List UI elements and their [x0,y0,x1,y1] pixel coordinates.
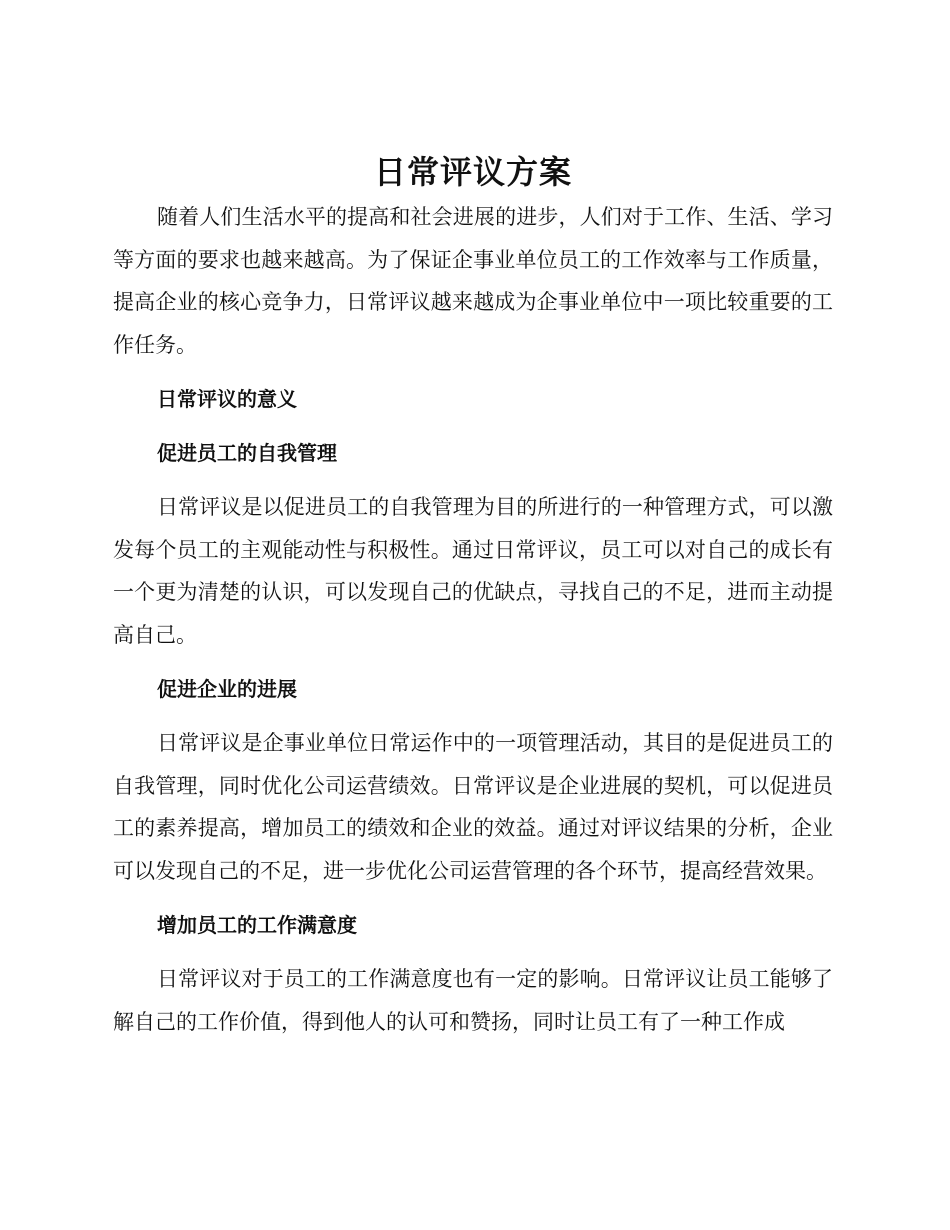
intro-paragraph: 随着人们生活水平的提高和社会进展的进步，人们对于工作、生活、学习等方面的要求也越来越高。为了保证企事业单位员工的工作效率与工作质量，提高企业的核心竞争力，日常评议越来越成为企事业单位中一项比较重要的工作任务。 [113,205,833,357]
document-page [113,148,833,1055]
section-body-enterprise-progress: 日常评议是企事业单位日常运作中的一项管理活动，其目的是促进员工的自我管理，同时优化公司运营绩效。日常评议是企业进展的契机，可以促进员工的素养提高，增加员工的绩效和企业的效益。通过对评议结果的分析，企业可以发现自己的不足，进一步优化公司运营管理的各个环节，提高经营效果。 [113,731,833,883]
section-heading-enterprise-progress: 促进企业的进展 [157,677,297,701]
section-body-self-management: 日常评议是以促进员工的自我管理为目的所进行的一种管理方式，可以激发每个员工的主观能动性与积极性。通过日常评议，员工可以对自己的成长有一个更为清楚的认识，可以发现自己的优缺点，寻找自己的不足，进而主动提高自己。 [113,495,833,647]
section-body-job-satisfaction: 日常评议对于员工的工作满意度也有一定的影响。日常评议让员工能够了解自己的工作价值，得到他人的认可和赞扬，同时让员工有了一种工作成 [113,967,833,1034]
section-heading-significance: 日常评议的意义 [157,387,297,411]
document-title: 日常评议方案 [373,153,572,191]
section-heading-self-management: 促进员工的自我管理 [157,441,337,465]
section-heading-job-satisfaction: 增加员工的工作满意度 [157,913,357,937]
